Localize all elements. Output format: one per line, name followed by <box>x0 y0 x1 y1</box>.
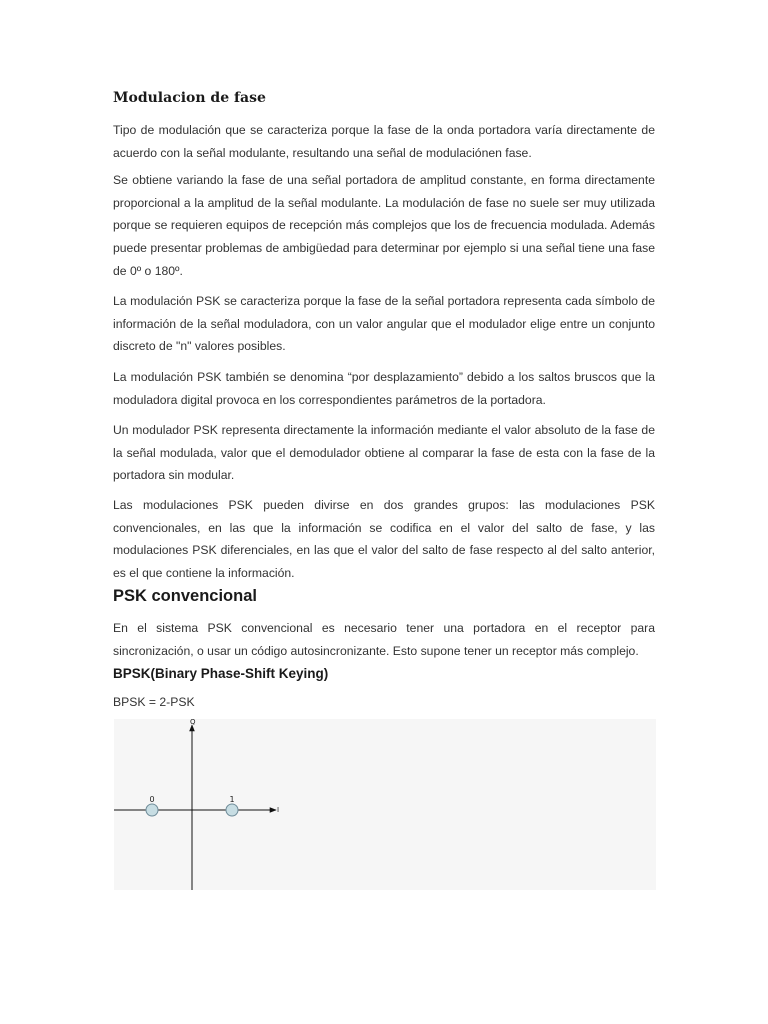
section-paragraph: En el sistema PSK convencional es necesario tener una portadora en el receptor para sincronización, o usar un código autosincronizante. Esto supone tener un receptor más complejo. <box>113 621 655 658</box>
constellation-point-label-1: 1 <box>229 795 235 804</box>
q-axis-label: Q <box>190 719 196 726</box>
paragraph-3: La modulación PSK se caracteriza porque la fase de la señal portadora representa cada símbolo de información de la señal moduladora, con un valor angular que el modulador elige entre un conjunto discreto de "n" valores posibles. <box>113 294 655 354</box>
constellation-point-label-0: 0 <box>149 795 155 804</box>
paragraph-2: Se obtiene variando la fase de una señal portadora de amplitud constante, en forma directamente proporcional a la amplitud de la señal modulante. La modulación de fase no suele ser muy utilizada porque se requieren equipos de recepción más complejos que los de frecuencia modulada. Además puede presentar problemas de ambigüedad para determinar por ejemplo si una señal tiene una fase de 0º o 180º. <box>113 173 655 278</box>
subheading: BPSK(Binary Phase-Shift Keying) <box>113 666 329 681</box>
paragraph-4: La modulación PSK también se denomina “por desplazamiento” debido a los saltos bruscos que la moduladora digital provoca en los correspondientes parámetros de la portadora. <box>113 370 655 407</box>
doc-title: Modulacion de fase <box>113 90 266 106</box>
constellation-point-1 <box>226 804 238 816</box>
constellation-figure <box>114 719 656 890</box>
constellation-diagram <box>114 719 656 890</box>
equation: BPSK = 2-PSK <box>113 695 195 709</box>
i-axis-label: I <box>277 806 280 814</box>
section-heading: PSK convencional <box>113 587 257 605</box>
paragraph-1: Tipo de modulación que se caracteriza porque la fase de la onda portadora varía directamente de acuerdo con la señal modulante, resultando una señal de modulaciónen fase. <box>113 123 655 160</box>
constellation-point-0 <box>146 804 158 816</box>
paragraph-6: Las modulaciones PSK pueden divirse en dos grandes grupos: las modulaciones PSK convencionales, en las que la información se codifica en el valor del salto de fase, y las modulaciones PSK diferenciales, en las que el valor del salto de fase respecto al del salto anterior, es el que contiene la información. <box>113 498 655 581</box>
paragraph-5: Un modulador PSK representa directamente la información mediante el valor absoluto de la fase de la señal modulada, valor que el demodulador obtiene al comparar la fase de esta con la fase de la portadora sin modular. <box>113 423 655 483</box>
